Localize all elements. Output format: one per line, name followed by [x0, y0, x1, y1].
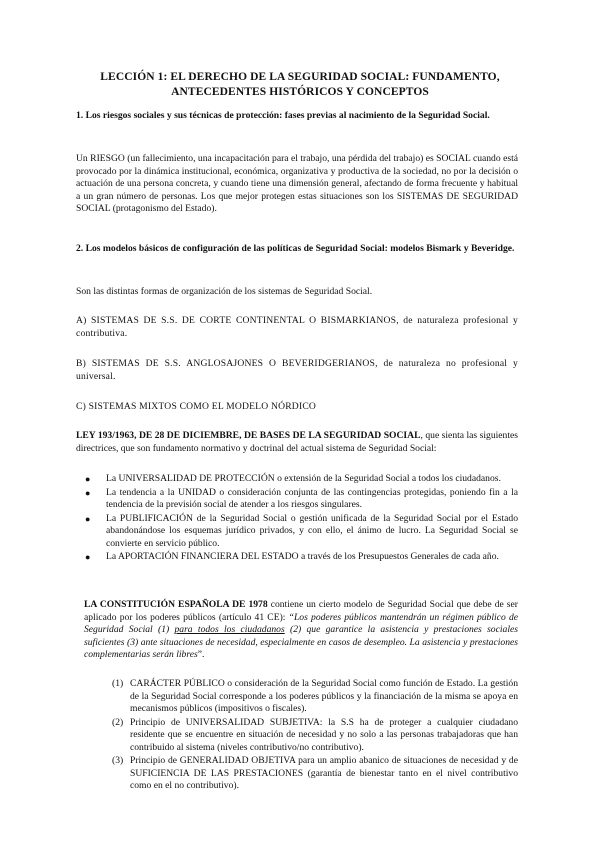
model-a-text: A) SISTEMAS DE S.S. DE CORTE CONTINENTAL O BISMARKIANOS, de naturaleza profesional y contributiva.: [76, 315, 518, 339]
constitucion-rest: contiene un cierto modelo de Seguridad Social que debe de ser aplicado por los poderes públicos (artículo 41 CE):: [84, 599, 518, 623]
list-item: ● La PUBLIFICACIÓN de la Seguridad Social o gestión unificada de la Seguridad Social por el Estado abandonándose los esquemas jurídico privados, y con ello, el ánimo de lucro. La Seguridad Social se convierte en servicio público.: [85, 512, 518, 549]
bullet-icon: ●: [85, 474, 91, 484]
list-item: ● La UNIVERSALIDAD DE PROTECCIÓN o extensión de la Seguridad Social a todos los ciudadanos.: [85, 473, 501, 484]
ley-rest: , que sienta las siguientes directrices, que son fundamento normativo y doctrinal del actual sistema de Seguridad Social:: [76, 430, 518, 454]
constitucion-title: LA CONSTITUCIÓN ESPAÑOLA DE 1978: [84, 599, 268, 610]
list-item: (3) Principio de GENERALIDAD OBJETIVA para un amplio abanico de situaciones de necesidad y de SUFICIENCIA DE LAS PRESTACIONES (garantía de bienestar tanto en el nivel contributivo como en el no contributivo).: [112, 755, 518, 791]
list-item: ● La APORTACIÓN FINANCIERA DEL ESTADO a través de los Presupuestos Generales de cada año.: [85, 551, 499, 562]
article-41-quote: “Los poderes públicos mantendrán un régimen público de Seguridad Social (1) para todos los ciudadanos (2) que garantice la asistencia y prestaciones sociales suficientes (3) ante situaciones de necesidad, especialmente en casos de desempleo. La asistencia y prestaciones complementarias serán libres: [84, 611, 518, 660]
title-line-1: LECCIÓN 1: EL DERECHO DE LA SEGURIDAD SOCIAL: FUNDAMENTO,: [100, 71, 500, 83]
bullet-icon: ●: [85, 487, 91, 498]
list-item: ● La tendencia a la UNIDAD o consideración conjunta de las contingencias protegidas, poniendo fin a la tendencia de la previsión social de atender a los riesgos singulares.: [85, 486, 518, 510]
ley-paragraph: [76, 430, 518, 455]
constitucion-numbered-list: [112, 678, 518, 794]
page-title: [60, 70, 540, 100]
section-1-heading: 1. Los riesgos sociales y sus técnicas de protección: fases previas al nacimiento de la Seguridad Social.: [76, 110, 490, 121]
section-1-paragraph: [76, 153, 518, 216]
section-2-heading: 2. Los modelos básicos de configuración de las políticas de Seguridad Social: modelos Bismark y Beveridge.: [76, 243, 515, 254]
quote-underlined-text: para todos los ciudadanos: [174, 624, 285, 635]
model-b-text: B) SISTEMAS DE S.S. ANGLOSAJONES O BEVERIDGERIANOS, de naturaleza no profesional y universal.: [76, 358, 518, 382]
list-item: (1) CARÁCTER PÚBLICO o consideración de la Seguridad Social como función de Estado. La gestión de la Seguridad Social corresponde a los poderes públicos y la financiación de la misma se apoya en mecanismos públicos (impositivos o fiscales).: [112, 678, 518, 714]
bullet-icon: ●: [85, 513, 91, 524]
bullet-icon: ●: [85, 552, 91, 562]
list-item: (2) Principio de UNIVERSALIDAD SUBJETIVA: la S.S ha de proteger a cualquier ciudadano residente que se encuentre en situación de necesidad y no solo a las personas trabajadoras que han contribuido al sistema (niveles contributivo/no contributivo).: [112, 716, 518, 753]
ley-bullet-list: [76, 473, 518, 565]
constitucion-paragraph: LA CONSTITUCIÓN ESPAÑOLA DE 1978 contiene un cierto modelo de Seguridad Social que debe de ser aplicado por los poderes públicos (artículo 41 CE): “Los poderes públicos mantendrán un régimen público de Seguridad Social (1) para todos los ciudadanos (2) que garantice la asistencia y prestaciones sociales suficientes (3) ante situaciones de necesidad, especialmente en casos de desempleo. La asistencia y prestaciones complementarias serán libres”.: [84, 599, 518, 660]
section-2-intro: Son las distintas formas de organización de los sistemas de Seguridad Social.: [76, 286, 373, 297]
ley-title: LEY 193/1963, DE 28 DE DICIEMBRE, DE BASES DE LA SEGURIDAD SOCIAL: [76, 430, 421, 441]
title-line-2: ANTECEDENTES HISTÓRICOS Y CONCEPTOS: [171, 86, 429, 98]
section-1-paragraph-lead: Un RIESGO (un fallecimiento, una incapacitación para el trabajo, una pérdida del trabajo) es SOCIAL: [76, 153, 471, 164]
section-1-paragraph-rest: cuando está provocado por la dinámica institucional, económica, organizativa y productiva de la sociedad, no por la decisión o actuación de una persona concreta, y cuando tiene una dimensión general, afectando de forma frecuente y habitual a un gran número de personas. Los que mejor protegen estas situaciones son los SISTEMAS DE SEGURIDAD SOCIAL (protagonismo del Estado).: [76, 153, 518, 214]
model-c-text: C) SISTEMAS MIXTOS COMO EL MODELO NÓRDICO: [76, 401, 317, 412]
